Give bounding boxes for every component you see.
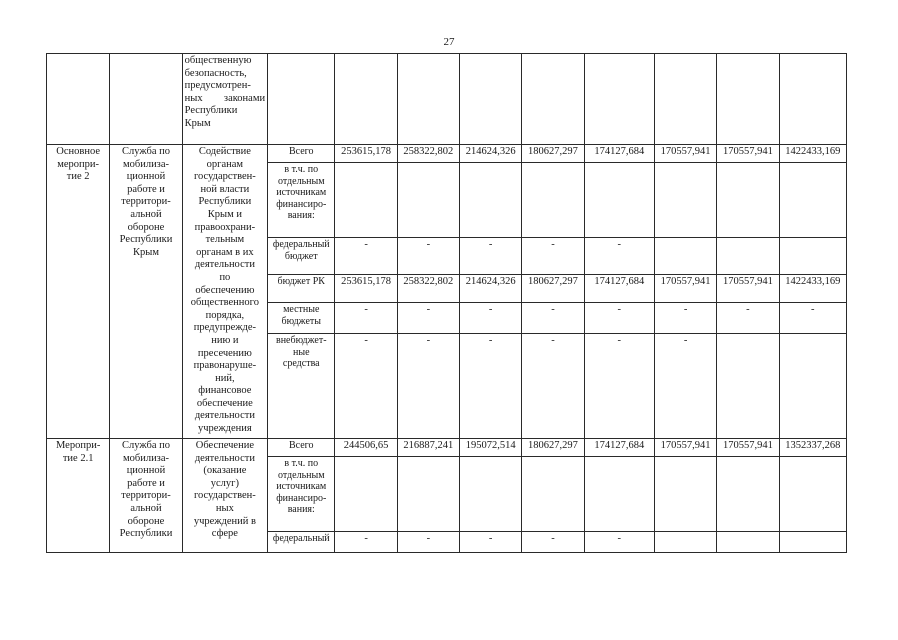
value-cell — [335, 457, 397, 532]
measure-description-cell — [182, 145, 267, 439]
cell-line: органам — [206, 158, 244, 170]
cell-line: финансиро- — [276, 198, 327, 210]
measure-description-cell — [182, 54, 267, 145]
funding-source-cell — [268, 334, 335, 439]
cell-line: Основное — [56, 146, 101, 157]
cell-line: предусмотрен- — [184, 80, 251, 92]
value-cell: - — [522, 238, 584, 275]
cell-line: ных — [215, 502, 234, 514]
cell-line: альной — [130, 208, 162, 220]
cell-line: Служба по — [122, 146, 170, 157]
value-cell — [460, 457, 522, 532]
cell-line: Республики — [119, 234, 173, 246]
cell-line: мобилиза- — [122, 158, 169, 170]
cell-line: мобилиза- — [122, 452, 169, 464]
budget-table — [46, 53, 847, 553]
value-cell — [460, 54, 522, 145]
value-cell: - — [460, 532, 522, 553]
cell-line: предупрежде- — [193, 322, 257, 334]
value-cell: - — [397, 532, 459, 553]
value-cell — [522, 457, 584, 532]
value-cell: 174127,684 — [584, 275, 654, 303]
value-cell: 216887,241 — [397, 439, 459, 457]
value-cell — [717, 334, 779, 439]
cell-line: нию и — [211, 334, 239, 346]
cell-line: правоохрани- — [194, 221, 256, 233]
cell-line: порядка, — [205, 309, 245, 321]
value-cell: - — [522, 532, 584, 553]
funding-source-cell — [268, 145, 335, 163]
value-cell — [397, 457, 459, 532]
value-cell: - — [335, 532, 397, 553]
cell-line: обороне — [127, 221, 165, 233]
value-cell — [460, 163, 522, 238]
cell-line: федеральный — [272, 533, 330, 544]
executor-cell — [110, 145, 182, 439]
cell-line: государствен- — [193, 171, 256, 183]
cell-line: обеспечение — [196, 397, 253, 409]
cell-line: по — [219, 271, 231, 283]
cell-line: федеральный — [272, 239, 330, 250]
cell-line: тие 2 — [66, 171, 90, 183]
value-cell: 253615,178 — [335, 145, 397, 163]
value-cell — [584, 457, 654, 532]
cell-line: сфере — [211, 528, 238, 540]
value-cell: - — [522, 303, 584, 334]
continuation-row — [47, 54, 847, 145]
cell-line: Меропри- — [55, 440, 101, 451]
cell-line: вания: — [287, 504, 315, 516]
value-cell: 258322,802 — [397, 145, 459, 163]
value-cell: - — [584, 238, 654, 275]
cell-line: источникам — [276, 187, 327, 199]
value-cell: 180627,297 — [522, 275, 584, 303]
cell-line: безопасность, — [184, 67, 247, 79]
cell-line: ний, — [215, 372, 235, 384]
funding-source-cell — [268, 275, 335, 303]
value-cell — [779, 54, 846, 145]
page-number: 27 — [443, 36, 455, 48]
executor-cell — [110, 54, 182, 145]
value-cell: - — [397, 334, 459, 439]
cell-line: бюджет — [284, 250, 318, 262]
value-cell: 170557,941 — [717, 275, 779, 303]
value-cell: 170557,941 — [717, 439, 779, 457]
cell-line: пресечению — [197, 347, 252, 359]
value-cell: 170557,941 — [654, 145, 716, 163]
value-cell: 244506,65 — [335, 439, 397, 457]
value-cell: 1352337,268 — [779, 439, 846, 457]
value-cell: 195072,514 — [460, 439, 522, 457]
measure-number-cell — [47, 145, 110, 439]
value-cell: - — [779, 303, 846, 334]
value-cell: - — [460, 334, 522, 439]
value-cell: - — [460, 238, 522, 275]
value-cell — [654, 457, 716, 532]
cell-line: правонаруше- — [193, 360, 257, 372]
value-cell — [779, 334, 846, 439]
cell-line: работе и — [127, 183, 165, 195]
cell-line: органам в их — [196, 246, 254, 258]
value-cell — [522, 54, 584, 145]
funding-source-cell — [268, 303, 335, 334]
value-cell: 1422433,169 — [779, 275, 846, 303]
cell-line: территори- — [121, 490, 171, 502]
funding-source-cell — [268, 532, 335, 553]
measure-number-cell — [47, 54, 110, 145]
measure-description-cell — [182, 439, 267, 553]
cell-line: ционной — [126, 171, 166, 183]
value-cell: 180627,297 — [522, 439, 584, 457]
value-cell: 214624,326 — [460, 275, 522, 303]
cell-line: Содействие — [198, 146, 251, 157]
cell-line: Всего — [288, 146, 314, 157]
value-cell: - — [717, 303, 779, 334]
cell-line: обеспечению — [195, 284, 255, 296]
value-cell — [717, 532, 779, 553]
cell-line: общественную — [184, 55, 252, 66]
funding-source-cell — [268, 238, 335, 275]
cell-line: ных законами — [184, 92, 266, 104]
value-cell — [717, 163, 779, 238]
cell-line: работе и — [127, 477, 165, 489]
value-cell — [779, 457, 846, 532]
cell-line: отдельным — [277, 175, 325, 187]
funding-source-cell — [268, 457, 335, 532]
cell-line: Республики — [184, 105, 238, 117]
value-cell: - — [584, 532, 654, 553]
value-cell — [654, 532, 716, 553]
cell-line: услуг) — [210, 477, 239, 489]
value-cell: - — [584, 303, 654, 334]
value-cell — [397, 163, 459, 238]
cell-line: тие 2.1 — [62, 452, 94, 464]
cell-line: деятельности — [194, 259, 255, 271]
cell-line: деятельности — [194, 410, 255, 422]
funding-source-cell — [268, 439, 335, 457]
value-cell: 170557,941 — [654, 275, 716, 303]
value-cell: - — [335, 334, 397, 439]
value-cell: - — [397, 303, 459, 334]
cell-line: ционной — [126, 465, 166, 477]
cell-line: финансиро- — [276, 492, 327, 504]
value-cell — [654, 238, 716, 275]
funding-source-cell — [268, 163, 335, 238]
value-cell — [779, 163, 846, 238]
value-cell: 174127,684 — [584, 145, 654, 163]
value-cell: - — [584, 334, 654, 439]
cell-line: обороне — [127, 515, 165, 527]
value-cell — [717, 238, 779, 275]
cell-line: средства — [282, 358, 320, 370]
value-cell — [779, 238, 846, 275]
cell-line: деятельности — [194, 452, 255, 464]
measure-total-row — [47, 439, 847, 457]
value-cell: 258322,802 — [397, 275, 459, 303]
cell-line: местные — [283, 304, 320, 315]
cell-line: Крым и — [207, 208, 242, 220]
executor-cell — [110, 439, 182, 553]
value-cell: 180627,297 — [522, 145, 584, 163]
value-cell — [717, 54, 779, 145]
value-cell — [268, 54, 335, 145]
value-cell: 170557,941 — [717, 145, 779, 163]
cell-line: меропри- — [57, 158, 100, 170]
value-cell — [335, 163, 397, 238]
value-cell — [584, 163, 654, 238]
value-cell: - — [654, 334, 716, 439]
cell-line: альной — [130, 502, 162, 514]
cell-line: учреждений в — [193, 515, 256, 527]
cell-line: в т.ч. по — [284, 164, 319, 175]
cell-line: источникам — [276, 481, 327, 493]
cell-line: бюджет РК — [277, 276, 325, 287]
value-cell: - — [460, 303, 522, 334]
value-cell: 170557,941 — [654, 439, 716, 457]
cell-line: Всего — [288, 440, 314, 451]
cell-line: вания: — [287, 210, 315, 222]
value-cell: - — [654, 303, 716, 334]
value-cell: - — [335, 238, 397, 275]
value-cell: - — [335, 303, 397, 334]
value-cell: - — [397, 238, 459, 275]
value-cell: 174127,684 — [584, 439, 654, 457]
value-cell — [522, 163, 584, 238]
value-cell: 1422433,169 — [779, 145, 846, 163]
cell-line: отдельным — [277, 469, 325, 481]
value-cell — [397, 54, 459, 145]
cell-line: общественного — [190, 297, 259, 309]
cell-line: внебюджет- — [275, 335, 327, 346]
value-cell — [654, 54, 716, 145]
cell-line: Крым — [184, 117, 211, 129]
cell-line: в т.ч. по — [284, 458, 319, 469]
value-cell — [654, 163, 716, 238]
value-cell: 253615,178 — [335, 275, 397, 303]
cell-line: тельным — [205, 234, 245, 246]
cell-line: Крым — [133, 246, 159, 258]
cell-line: Республики — [119, 528, 173, 540]
measure-total-row — [47, 145, 847, 163]
value-cell — [779, 532, 846, 553]
cell-line: финансовое — [198, 385, 252, 397]
cell-line: ные — [293, 346, 310, 358]
cell-line: учреждения — [197, 423, 252, 435]
measure-number-cell — [47, 439, 110, 553]
cell-line: бюджеты — [281, 315, 321, 327]
cell-line: государствен- — [193, 490, 256, 502]
value-cell: 214624,326 — [460, 145, 522, 163]
cell-line: Республики — [198, 196, 252, 208]
cell-line: (оказание — [203, 465, 247, 477]
cell-line: Служба по — [122, 440, 170, 451]
cell-line: Обеспечение — [195, 440, 254, 451]
value-cell — [335, 54, 397, 145]
cell-line: ной власти — [200, 183, 250, 195]
value-cell — [717, 457, 779, 532]
value-cell — [584, 54, 654, 145]
value-cell: - — [522, 334, 584, 439]
cell-line: территори- — [121, 196, 171, 208]
